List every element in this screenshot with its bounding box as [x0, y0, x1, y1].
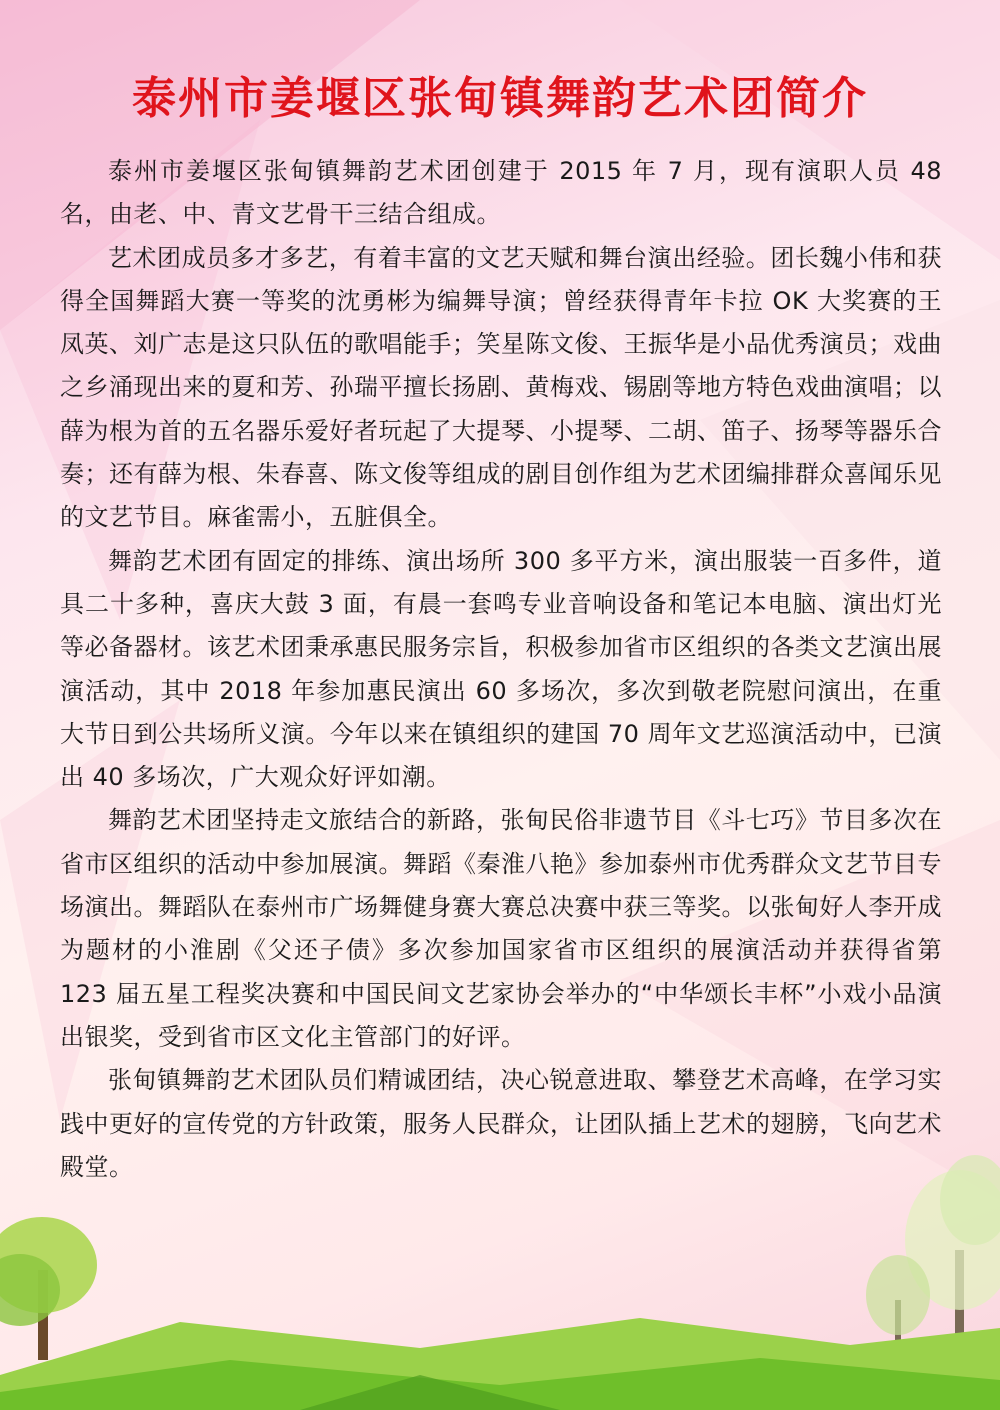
- tree-left: [0, 1217, 97, 1360]
- page-title: 泰州市姜堰区张甸镇舞韵艺术团简介: [132, 73, 868, 124]
- paragraph-3: 舞韵艺术团有固定的排练、演出场所 300 多平方米，演出服装一百多件，道具二十多种，喜庆大鼓 3 面，有晨一套鸣专业音响设备和笔记本电脑、演出灯光等必备器材。该艺术团秉承惠民服务宗旨，积极参加省市区组织的各类文艺演出展演活动，其中 2018 年参加惠民演出 60 多场次，多次到敬老院慰问演出，在重大节日到公共场所义演。今年以来在镇组织的建国 70 周年文艺巡演活动中，已演出 40 多场次，广大观众好评如潮。: [60, 546, 942, 792]
- article-body: [60, 150, 942, 1189]
- paragraph-1: 泰州市姜堰区张甸镇舞韵艺术团创建于 2015 年 7 月，现有演职人员 48 名，由老、中、青文艺骨干三结合组成。: [60, 157, 942, 229]
- paragraph-4: 舞韵艺术团坚持走文旅结合的新路，张甸民俗非遗节目《斗七巧》节目多次在省市区组织的活动中参加展演。舞蹈《秦淮八艳》参加泰州市优秀群众文艺节目专场演出。舞蹈队在泰州市广场舞健身赛大赛总决赛中获三等奖。以张甸好人李开成为题材的小淮剧《父还子债》多次参加国家省市区组织的展演活动并获得省第 123 届五星工程奖决赛和中国民间文艺家协会举办的“中华颂长丰杯”小戏小品演出银奖，受到省市区文化主管部门的好评。: [60, 806, 942, 1051]
- paragraph-2: 艺术团成员多才多艺，有着丰富的文艺天赋和舞台演出经验。团长魏小伟和获得全国舞蹈大赛一等奖的沈勇彬为编舞导演；曾经获得青年卡拉 OK 大奖赛的王凤英、刘广志是这只队伍的歌唱能手；笑星陈文俊、王振华是小品优秀演员；戏曲之乡涌现出来的夏和芳、孙瑞平擅长扬剧、黄梅戏、锡剧等地方特色戏曲演唱；以薛为根为首的五名器乐爱好者玩起了大提琴、小提琴、二胡、笛子、扬琴等器乐合奏；还有薛为根、朱春喜、陈文俊等组成的剧目创作组为艺术团编排群众喜闻乐见的文艺节目。麻雀需小，五脏俱全。: [60, 243, 942, 532]
- paragraph-5: 张甸镇舞韵艺术团队员们精诚团结，决心锐意进取、攀登艺术高峰，在学习实践中更好的宣传党的方针政策，服务人民群众，让团队插上艺术的翅膀，飞向艺术殿堂。: [60, 1066, 942, 1181]
